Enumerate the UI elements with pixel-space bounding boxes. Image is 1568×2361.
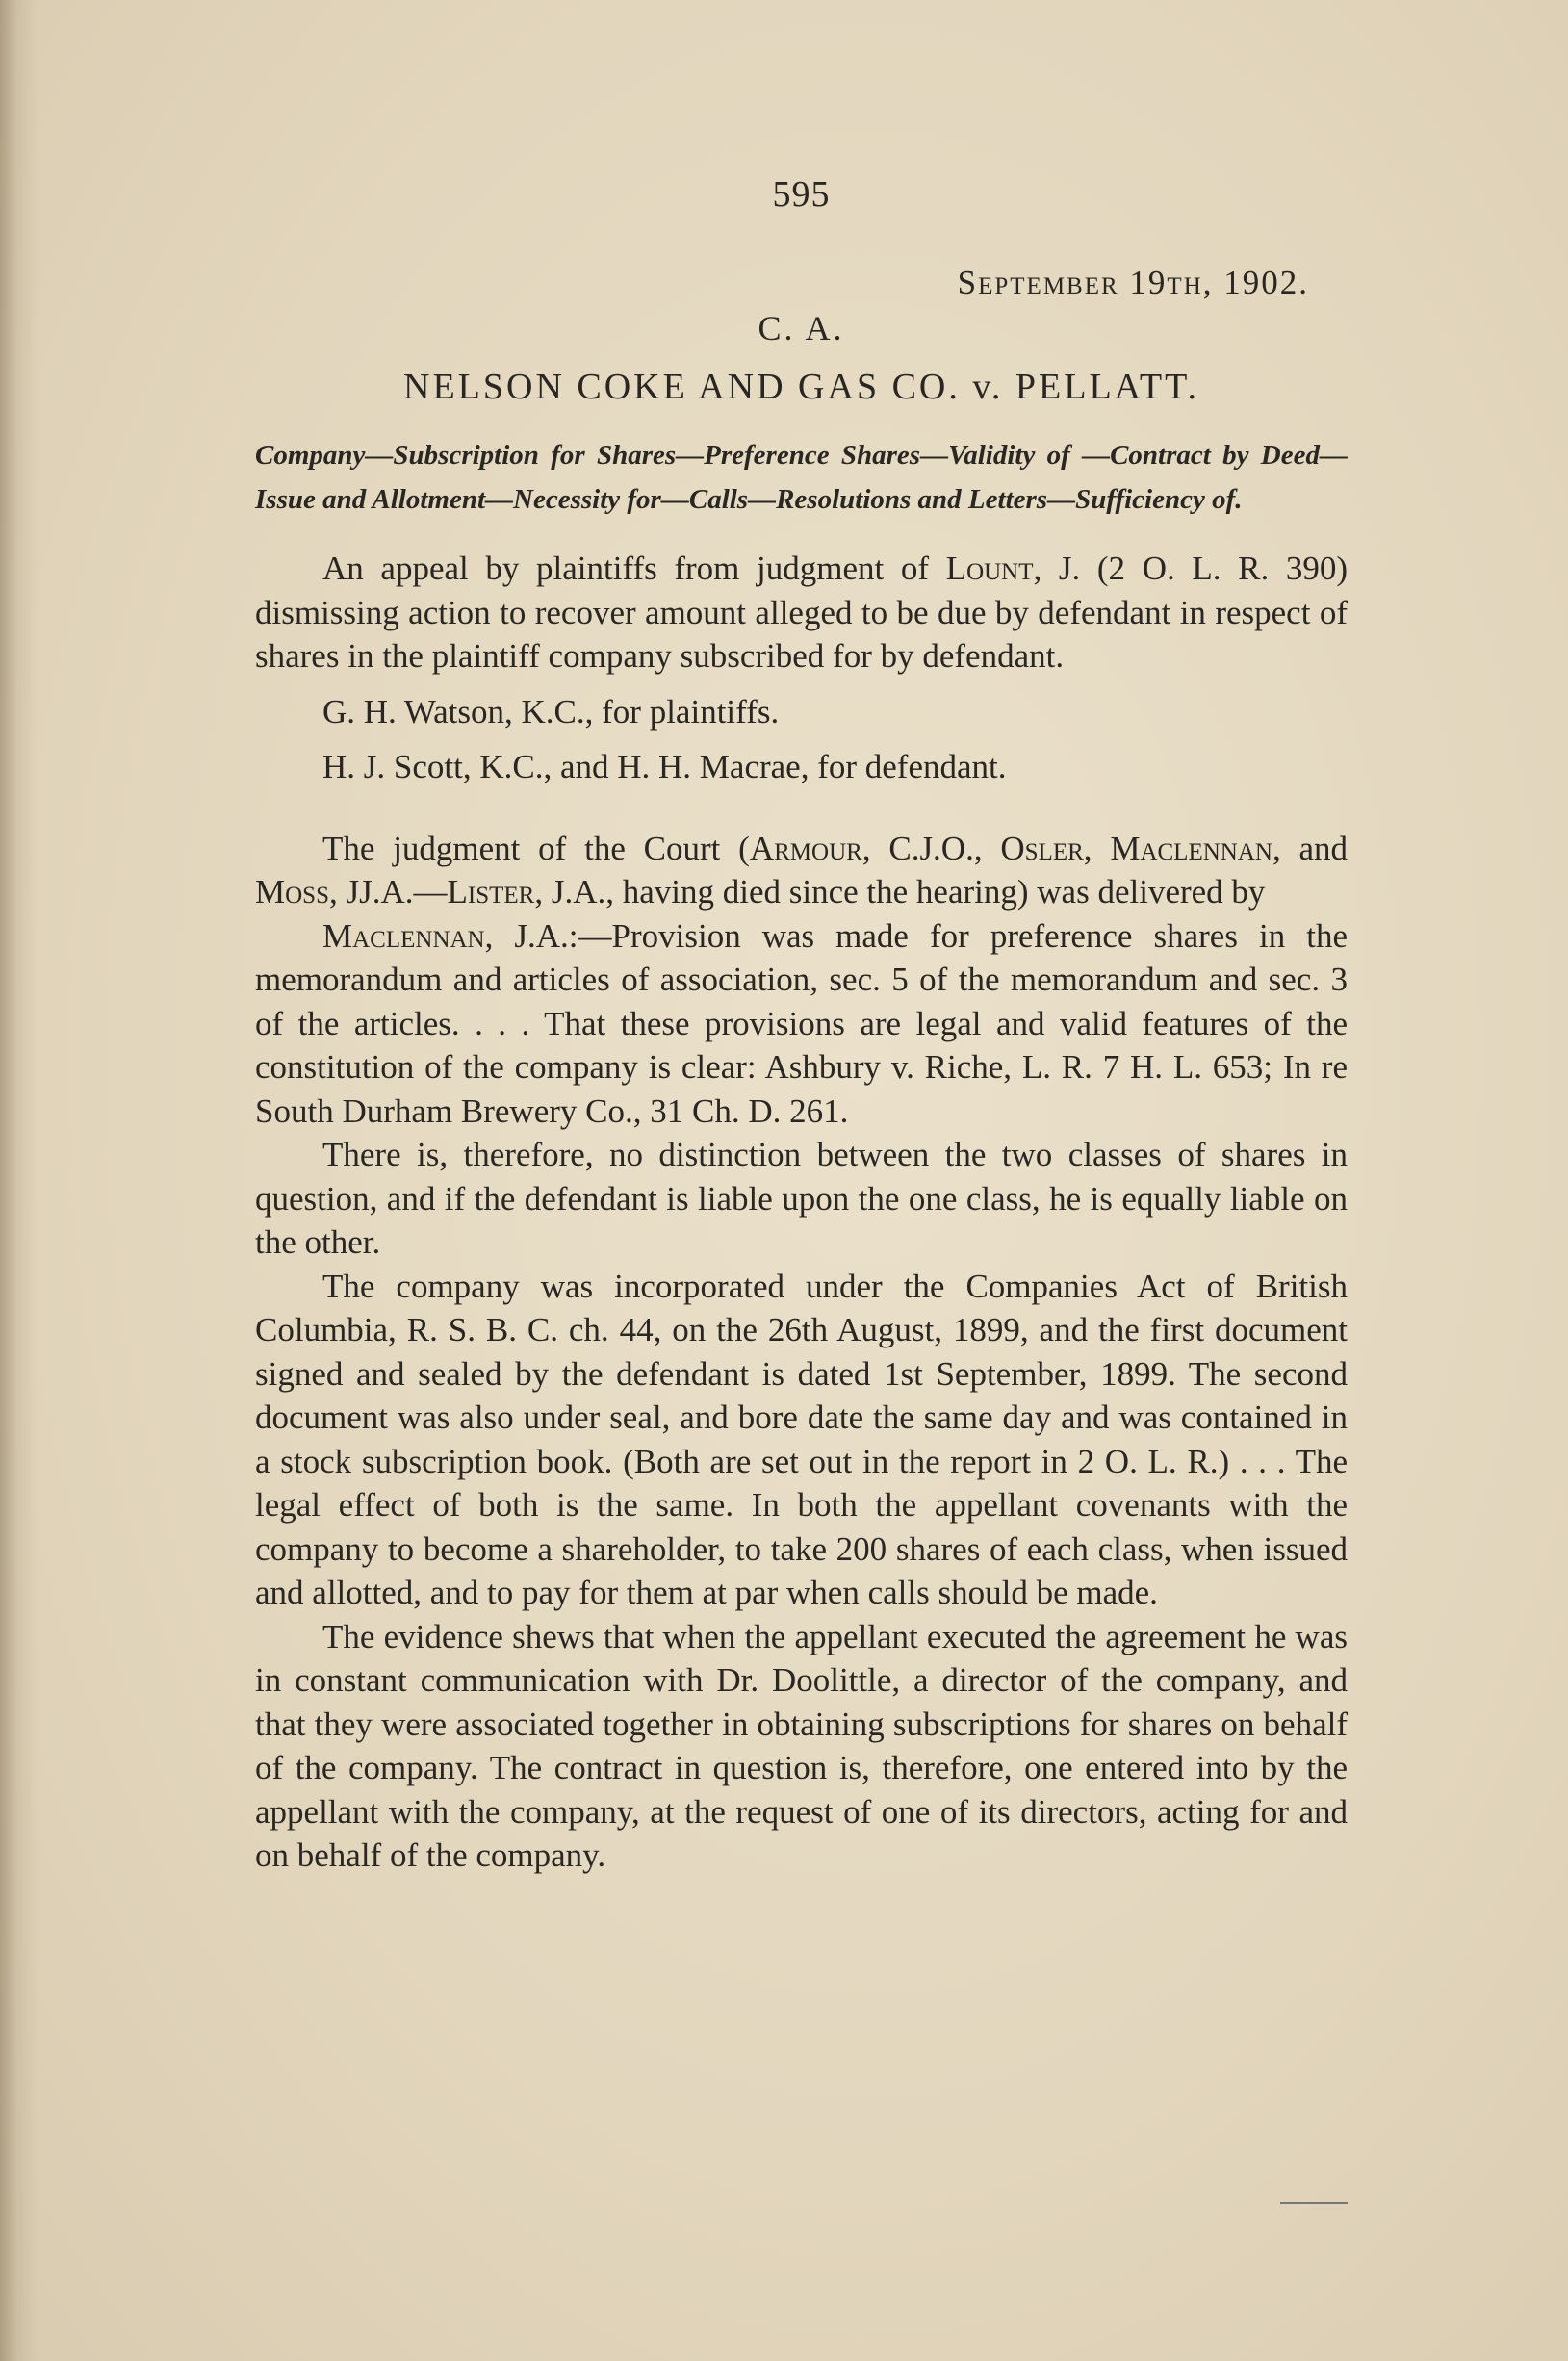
intro-f: , J.A., having died since the hearing) was delivered by (534, 873, 1266, 911)
intro-d: , and (1272, 829, 1349, 867)
opinion-paragraph-3: The company was incorporated under the Companies Act of British Columbia, R. S. B. C. ch. 44, on the 26th August, 1899, and the first document signed and sealed by the defendant is dated 1st September, 1899. The second document was also under seal, and bore date the same day and was contained in a stock subscription book. (Both are set out in the report in 2 O. L. R.) . . . The legal effect of both is the same. In both the appellant covenants with the company to become a shareholder, to take 200 shares of each class, when issued and allotted, and to pay for them at par when calls should be made. (255, 1267, 1348, 1611)
judge-osler: Osler (1000, 829, 1084, 867)
appeal-paragraph (255, 547, 1348, 679)
headnote: Company—Subscription for Shares—Preference Shares—Validity of —Contract by Deed—Issue and Allotment—Necessity for—Calls—Resolutions and Letters—Sufficiency of. (255, 440, 1348, 515)
court-designation: C. A. (758, 309, 845, 347)
intro-e: , JJ.A.— (328, 873, 448, 911)
intro-b: , C.J.O., (861, 829, 1001, 867)
judge-lister: Lister (447, 873, 535, 911)
trial-judge-name: Lount (945, 550, 1034, 587)
judge-armour: Armour (749, 829, 862, 867)
opinion-paragraph-2: There is, therefore, no distinction between the two classes of shares in question, and if the defendant is liable upon the one class, he is equally liable on the other. (255, 1136, 1348, 1261)
section-gap (255, 788, 1348, 827)
opinion-text-1: , J.A.:—Provision was made for preference shares in the memorandum and articles of association, sec. 5 of the memorandum and sec. 3 of the articles. . . . That these provisions are legal and valid features of the constitution of the company is clear: Ashbury v. Riche, L. R. 7 H. L. 653; In re South Durham Brewery Co., 31 Ch. D. 261. (255, 916, 1348, 1130)
counsel-plaintiffs: G. H. Watson, K.C., for plaintiffs. (322, 692, 780, 731)
intro-c: , (1083, 829, 1111, 867)
opinion-paragraph-1 (255, 914, 1348, 1134)
appeal-text-a: An appeal by plaintiffs from judgment of (322, 550, 946, 587)
intro-a: The judgment of the Court ( (322, 829, 750, 867)
opinion-judge-name: Maclennan (322, 916, 485, 955)
footer-rule (1280, 2202, 1348, 2204)
counsel-defendant: H. J. Scott, K.C., and H. H. Macrae, for defendant. (322, 747, 1007, 785)
judge-moss: Moss (255, 873, 329, 911)
judgment-intro (255, 827, 1348, 914)
appeal-text-b: , J. (2 O. L. R. 390) dismissing action to recover amount alleged to be due by defendant in respect of shares in the plaintiff company subscribed for by defendant. (255, 550, 1349, 675)
case-title: NELSON COKE AND GAS CO. v. PELLATT. (403, 367, 1199, 407)
page-body (255, 173, 1348, 1878)
judge-maclennan: Maclennan (1110, 829, 1272, 867)
page-number: 595 (772, 174, 831, 215)
decision-date: September 19th, 1902. (957, 264, 1309, 301)
opinion-paragraph-4: The evidence shews that when the appellant executed the agreement he was in constant communication with Dr. Doolittle, a director of the company, and that they were associated together in obtaining subscriptions for shares on behalf of the company. The contract in question is, therefore, one entered into by the appellant with the company, at the request of one of its directors, acting for and on behalf of the company. (255, 1617, 1348, 1874)
